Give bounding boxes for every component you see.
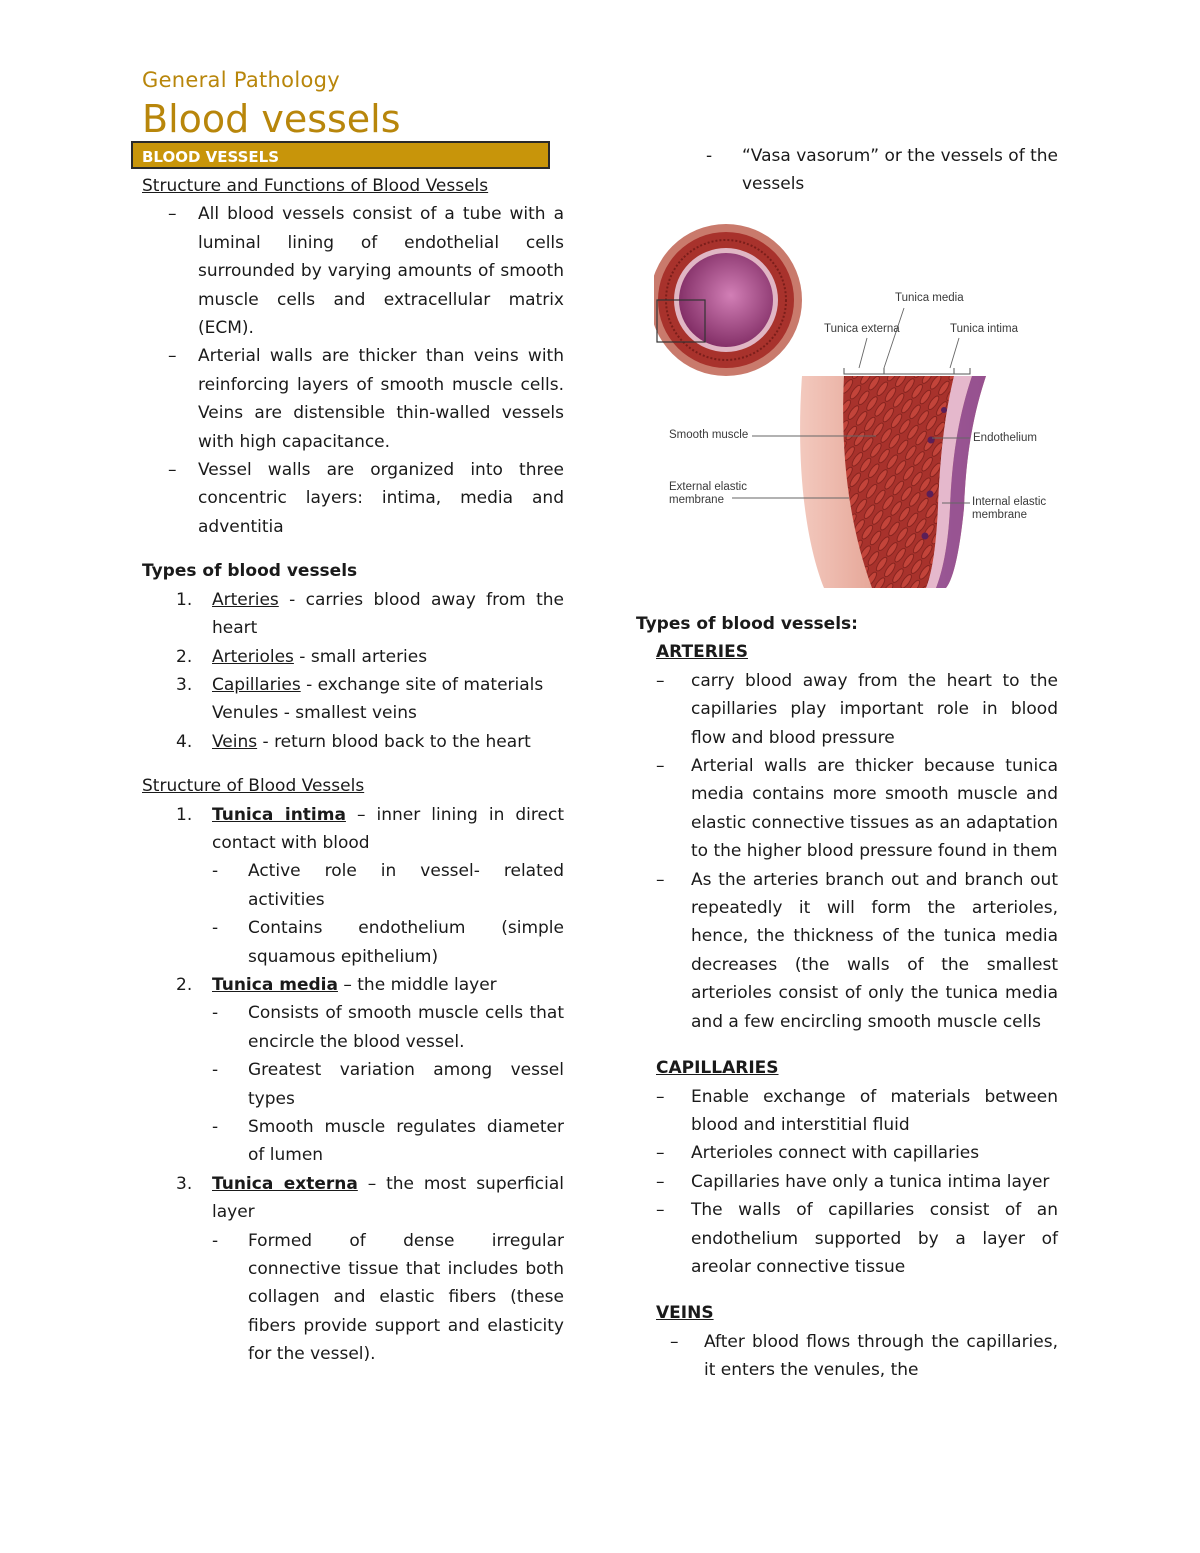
dash-bullet: – <box>656 1086 665 1107</box>
sub-item <box>142 1227 564 1369</box>
type-desc: - return blood back to the heart <box>257 731 531 752</box>
list-item <box>636 667 1058 752</box>
list-item <box>636 1083 1058 1140</box>
blood-vessel-diagram <box>654 218 1054 596</box>
right-column-top <box>636 142 1058 202</box>
list-item-text: The walls of capillaries consist of an endothelium supported by a layer of areolar connective tissue <box>691 1200 1058 1277</box>
vessel-cross-section-svg <box>654 218 1054 596</box>
page-title: Blood vessels <box>142 97 401 141</box>
sub-item-text: Active role in vessel- related activities <box>248 861 564 910</box>
sub-item <box>142 857 564 914</box>
sub-item-text: Smooth muscle regulates diameter of lumen <box>248 1117 564 1166</box>
list-item-text: Arterial walls are thicker than veins with reinforcing layers of smooth muscle cells. Veins are distensible thin-walled vessels with high capacitance. <box>198 346 564 452</box>
type-desc: - small arteries <box>293 646 428 667</box>
type-item-capillaries <box>142 671 564 728</box>
item-number: 1. <box>176 589 193 610</box>
list-item <box>142 200 564 342</box>
types-heading-right: Types of blood vessels: <box>636 614 858 634</box>
label-tunica-intima: Tunica intima <box>950 323 1018 335</box>
dash-bullet: - <box>212 1117 219 1137</box>
dash-bullet: – <box>670 1331 679 1352</box>
layer-desc: – the middle layer <box>337 974 497 995</box>
list-item-text: Arterial walls are thicker because tunica media contains more smooth muscle and elastic connective tissues as an adaptation to the higher blood pressure found in them <box>691 756 1058 862</box>
list-item-text: Enable exchange of materials between blood and interstitial fluid <box>691 1086 1058 1135</box>
dash-bullet: - <box>212 1003 219 1024</box>
list-item-text: carry blood away from the heart to the capillaries play important role in blood flow and blood pressure <box>691 670 1058 748</box>
layer-name: Tunica intima <box>212 804 346 825</box>
layer-item-externa <box>142 1170 564 1227</box>
label-external-elastic: External elastic membrane <box>669 481 747 506</box>
list-item <box>636 1196 1058 1281</box>
capillaries-heading: CAPILLARIES <box>656 1058 779 1079</box>
item-number: 4. <box>176 731 193 752</box>
sub-item-text: Formed of dense irregular connective tissue that includes both collagen and elastic fibers (these fibers provide support and elasticity for the vessel). <box>248 1230 564 1365</box>
item-number: 2. <box>176 646 193 667</box>
item-number: 3. <box>176 674 193 695</box>
dash-bullet: – <box>656 756 665 777</box>
layer-desc: – the most superficial layer <box>212 1173 564 1223</box>
dash-bullet: – <box>656 670 665 691</box>
list-item-text: Vessel walls are organized into three concentric layers: intima, media and adventitia <box>198 460 564 537</box>
layer-name: Tunica media <box>212 974 338 995</box>
dash-bullet: – <box>168 346 177 367</box>
list-item <box>636 1328 1058 1385</box>
type-item-arterioles <box>142 643 564 671</box>
section-bar-label: BLOOD VESSELS <box>142 148 280 166</box>
sub-item <box>142 999 564 1056</box>
left-column <box>142 172 564 1369</box>
item-number: 1. <box>176 804 193 825</box>
layer-desc: – inner lining in direct contact with blood <box>212 804 564 853</box>
label-internal-elastic: Internal elastic membrane <box>972 496 1047 521</box>
item-number: 2. <box>176 974 193 995</box>
type-name: Arterioles <box>212 646 294 667</box>
layer-name: Tunica externa <box>212 1173 358 1194</box>
sub-item-text: Greatest variation among vessel types <box>248 1060 564 1109</box>
veins-heading: VEINS <box>656 1303 714 1324</box>
label-smooth-muscle: Smooth muscle <box>669 429 749 441</box>
list-item-text: All blood vessels consist of a tube with a luminal lining of endothelial cells surrounded by varying amounts of smooth muscle cells and extracellular matrix (ECM). <box>198 204 564 339</box>
dash-bullet: - <box>212 861 219 882</box>
list-item <box>636 1139 1058 1167</box>
sub-item <box>142 914 564 971</box>
dash-bullet: – <box>656 1143 665 1164</box>
label-tunica-media: Tunica media <box>895 292 964 304</box>
layer-item-media <box>142 971 564 999</box>
sub-item <box>142 1056 564 1113</box>
list-item <box>636 866 1058 1036</box>
list-item-text: As the arteries branch out and branch out repeatedly it will form the arterioles, hence, the thickness of the tunica media decreases (the walls of the smallest arterioles consist of only the tunica media and a few encircling smooth muscle cells <box>691 869 1058 1032</box>
list-item-text: Arterioles connect with capillaries <box>691 1143 980 1164</box>
sub-item-text: Contains endothelium (simple squamous epithelium) <box>248 918 564 967</box>
dash-bullet: - <box>212 918 219 939</box>
type-extra: Venules - smallest veins <box>212 703 417 724</box>
type-name: Veins <box>212 731 258 752</box>
vasa-vasorum-text: “Vasa vasorum” or the vessels of the vessels <box>742 146 1058 195</box>
structure-functions-heading: Structure and Functions of Blood Vessels <box>142 176 489 196</box>
type-desc: - carries blood away from the heart <box>212 589 564 639</box>
item-number: 3. <box>176 1173 193 1194</box>
label-endothelium: Endothelium <box>973 432 1037 444</box>
dash-bullet: – <box>656 869 665 890</box>
type-name: Capillaries <box>212 674 301 695</box>
list-item <box>142 342 564 456</box>
wall-section <box>800 376 986 588</box>
list-item-text: After blood flows through the capillaries, it enters the venules, the <box>704 1331 1058 1381</box>
dash-bullet: - <box>212 1060 219 1081</box>
list-item <box>636 1168 1058 1196</box>
structure-heading: Structure of Blood Vessels <box>142 776 365 797</box>
list-item <box>636 752 1058 866</box>
type-item-veins <box>142 728 564 756</box>
section-bar <box>131 141 550 169</box>
sub-item <box>142 1113 564 1170</box>
sub-item-text: Consists of smooth muscle cells that encircle the blood vessel. <box>248 1003 564 1052</box>
types-heading: Types of blood vessels <box>142 561 358 582</box>
dash-bullet: - <box>706 146 713 166</box>
type-name: Arteries <box>212 589 279 610</box>
type-desc: - exchange site of materials <box>300 674 544 695</box>
course-subtitle: General Pathology <box>142 68 340 92</box>
list-item-text: Capillaries have only a tunica intima layer <box>691 1171 1050 1192</box>
dash-bullet: – <box>656 1200 665 1221</box>
vasa-vasorum-item <box>636 142 1058 199</box>
right-column-bottom <box>636 610 1058 1385</box>
list-item <box>142 456 564 541</box>
arteries-heading: ARTERIES <box>656 642 748 663</box>
dash-bullet: – <box>656 1171 665 1192</box>
dash-bullet: – <box>168 460 177 481</box>
type-item-arteries <box>142 586 564 643</box>
layer-item-intima <box>142 801 564 858</box>
dash-bullet: – <box>168 204 177 225</box>
label-tunica-externa: Tunica externa <box>824 323 900 335</box>
dash-bullet: - <box>212 1230 219 1251</box>
